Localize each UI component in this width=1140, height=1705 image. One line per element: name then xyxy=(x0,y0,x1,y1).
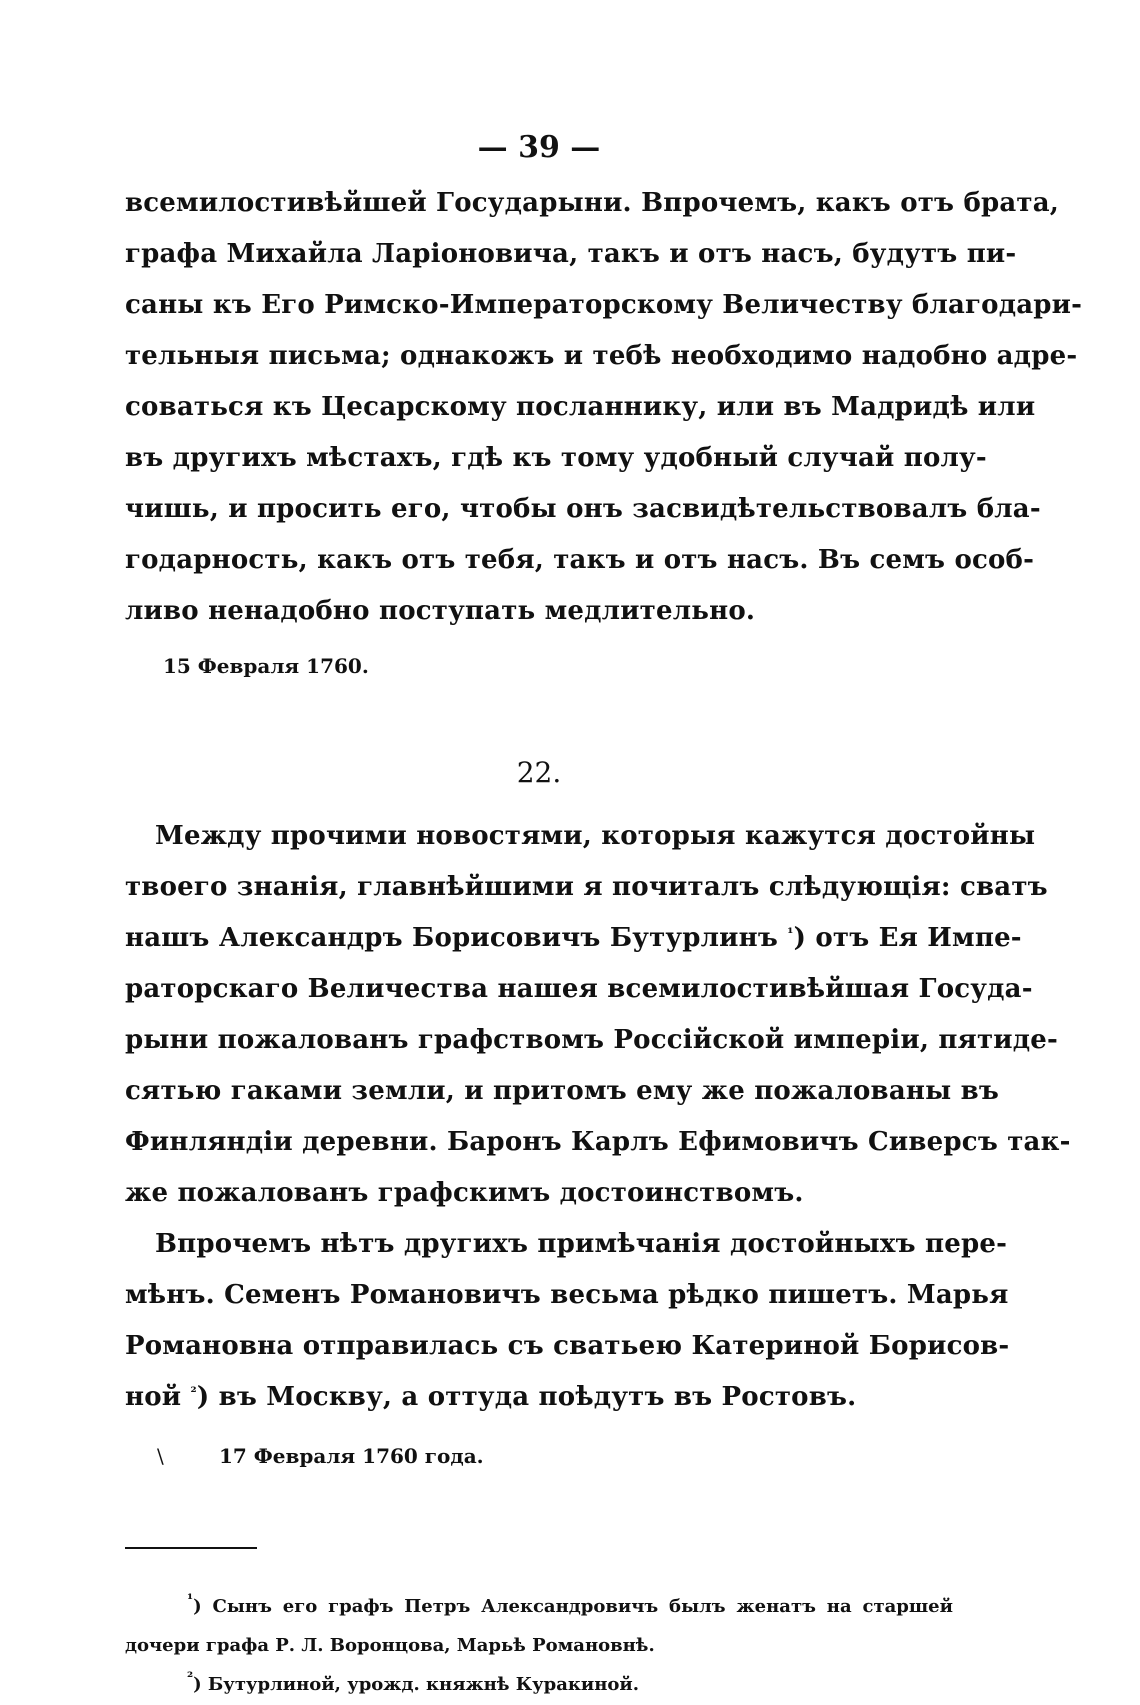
text-line xyxy=(125,1372,953,1423)
letter-21-date: 15 Февраля 1760. xyxy=(163,654,369,678)
text-line xyxy=(125,913,1022,964)
text-line: соваться къ Цесарскому посланнику, или въ Мадридѣ или xyxy=(125,392,1036,422)
text-line: чишь, и просить его, чтобы онъ засвидѣтельствовалъ бла- xyxy=(125,494,1041,524)
text-line: Впрочемъ нѣтъ другихъ примѣчанія достойныхъ пере- xyxy=(155,1229,1008,1259)
letter-22-paragraph-1 xyxy=(125,811,1071,1219)
text-line: мѣнъ. Семенъ Романовичъ весьма рѣдко пишетъ. Марья xyxy=(125,1280,1009,1310)
footnotes xyxy=(125,1587,953,1704)
footnote-2-line xyxy=(125,1665,953,1704)
footnote-ref-1: ¹ xyxy=(787,926,794,942)
text-line: годарность, какъ отъ тебя, такъ и отъ насъ. Въ семъ особ- xyxy=(125,545,1035,575)
page-number: — 39 — xyxy=(477,130,601,165)
footnote-2-marker: ² xyxy=(187,1670,194,1686)
letter-22-date: 17 Февраля 1760 года. xyxy=(219,1444,484,1468)
text-line: графа Михайла Ларіоновича, такъ и отъ насъ, будутъ пи- xyxy=(125,239,1017,269)
footnote-text: ) Сынъ его графъ Петръ Александровичъ былъ женатъ на старшей xyxy=(193,1596,953,1617)
footnote-divider xyxy=(125,1547,257,1549)
footnote-1-line xyxy=(125,1587,953,1626)
footnote-text: ) Бутурлиной, урожд. княжнѣ Куракиной. xyxy=(193,1674,640,1695)
text-line: всемилостивѣйшей Государыни. Впрочемъ, какъ отъ брата, xyxy=(125,188,1060,218)
text-line: твоего знанія, главнѣйшими я почиталъ слѣдующія: сватъ xyxy=(125,872,1048,902)
letter-22-date-line xyxy=(125,1433,953,1479)
text-line: Финляндіи деревни. Баронъ Карлъ Ефимовичъ Сиверсъ так- xyxy=(125,1127,1071,1157)
book-page xyxy=(125,120,1083,1704)
text-line: саны къ Его Римско-Императорскому Величеству благодари- xyxy=(125,290,1083,320)
letter-22-number: 22. xyxy=(516,756,562,789)
footnote-1-marker: ¹ xyxy=(187,1592,194,1608)
text-line: Романовна отправилась съ сватьею Катериной Борисов- xyxy=(125,1331,1010,1361)
text-segment: нашъ Александръ Борисовичъ Бутурлинъ xyxy=(125,923,788,953)
text-line: ливо ненадобно поступать медлительно. xyxy=(125,596,756,626)
footnote-ref-2: ² xyxy=(190,1385,197,1401)
text-line: рыни пожалованъ графствомъ Россійской имперіи, пятиде- xyxy=(125,1025,1059,1055)
text-line: въ другихъ мѣстахъ, гдѣ къ тому удобный случай полу- xyxy=(125,443,987,473)
letter-22-paragraph-2 xyxy=(125,1219,1010,1423)
text-segment: ) отъ Ея Импе- xyxy=(793,923,1022,953)
stray-mark: \ xyxy=(157,1444,164,1468)
footnote-1-line: дочери графа Р. Л. Воронцова, Марьѣ Романовнѣ. xyxy=(125,1635,655,1656)
letter-21-continuation xyxy=(125,178,1083,689)
text-line: раторскаго Величества нашея всемилостивѣйшая Госуда- xyxy=(125,974,1033,1004)
text-segment: ной xyxy=(125,1382,191,1412)
text-segment: ) въ Москву, а оттуда поѣдутъ въ Ростовъ. xyxy=(196,1382,857,1412)
text-line: сятью гаками земли, и притомъ ему же пожалованы въ xyxy=(125,1076,1000,1106)
text-line: Между прочими новостями, которыя кажутся достойны xyxy=(155,821,1036,851)
text-line: тельныя письма; однакожъ и тебѣ необходимо надобно адре- xyxy=(125,341,1078,371)
text-line: же пожалованъ графскимъ достоинствомъ. xyxy=(125,1178,804,1208)
